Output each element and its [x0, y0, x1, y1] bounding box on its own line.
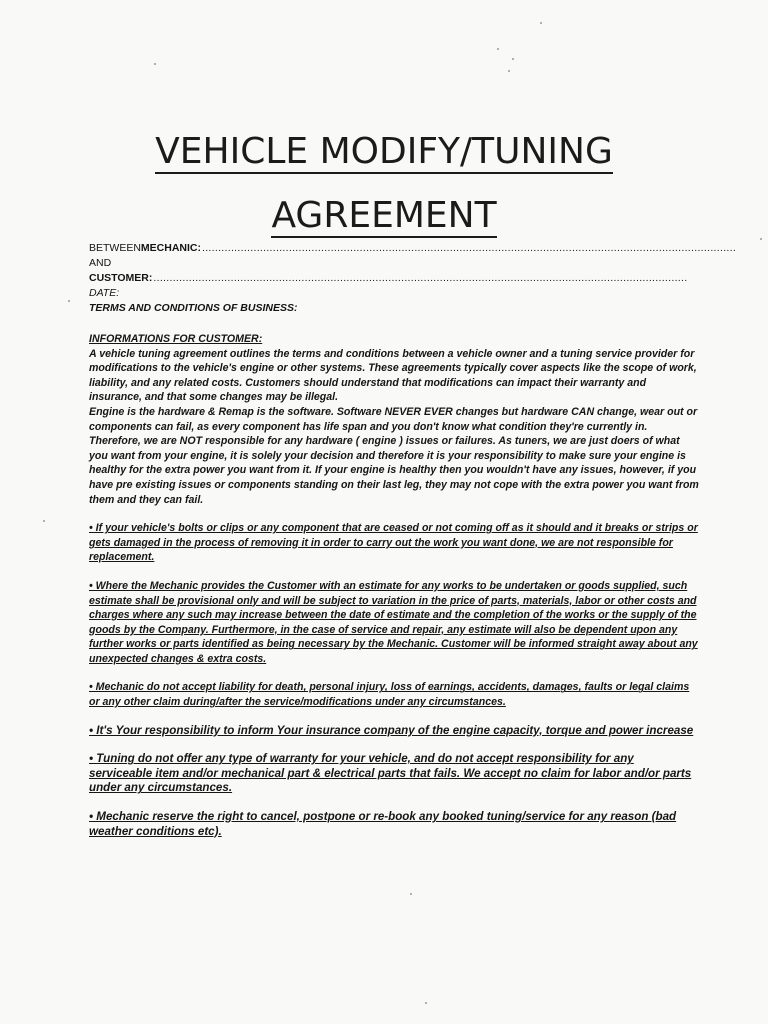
scan-speck: [760, 238, 762, 240]
and-label: AND: [89, 257, 112, 269]
agreement-body: [89, 332, 699, 839]
info-paragraph: A vehicle tuning agreement outlines the terms and conditions between a vehicle owner and a tuning service provider for modifications to the vehicle's engine or other systems. These agreements typically cover aspects like the scope of work, liability, and any related costs. Customers should understand that modifications can impact their warranty and insurance, and that some changes may be illegal.: [89, 347, 697, 404]
agreement-fields: [89, 241, 737, 316]
scan-speck: [43, 520, 45, 522]
scan-speck: [508, 70, 510, 72]
and-row: [89, 256, 629, 271]
scan-speck: [410, 893, 412, 895]
customer-label: CUSTOMER:: [89, 272, 153, 284]
title-text: VEHICLE MODIFY/TUNING: [155, 131, 613, 172]
terms-bullet: • Tuning do not offer any type of warranty for your vehicle, and do not accept responsibility for any serviceable item and/or mechanical part & electrical parts that fails. We accept no claim for labor and/or parts under any circumstances.: [89, 752, 692, 795]
scan-speck: [497, 48, 499, 50]
scan-speck: [540, 22, 542, 24]
date-label: DATE:: [89, 287, 120, 299]
terms-heading: [89, 301, 629, 316]
between-label: BETWEEN: [89, 242, 141, 254]
document-title-line-2: [0, 195, 768, 238]
terms-label: TERMS AND CONDITIONS OF BUSINESS:: [89, 302, 298, 314]
terms-bullet: • Where the Mechanic provides the Customer with an estimate for any works to be undertaken or goods supplied, such estimate shall be provisional only and will be subject to variation in the price of parts, materials, labor or other costs and charges where any such may increase between the date of estimate and the completion of the works or the supply of the goods by the Company. Furthermore, in the case of service and repair, any estimate will also be dependent upon any further works or parts identified as being necessary by the Mechanic. Customer will be informed straight away about any unexpected changes & extra costs.: [89, 579, 698, 665]
date-field: [89, 286, 629, 301]
terms-bullet: • Mechanic reserve the right to cancel, postpone or re-book any booked tuning/service for any reason (bad weather conditions etc).: [89, 810, 677, 838]
scan-speck: [154, 63, 156, 65]
mechanic-field: [89, 241, 737, 256]
scan-speck: [512, 58, 514, 60]
mechanic-dot-leader: ......................................................................................................................................................................: [202, 242, 737, 254]
title-text: AGREEMENT: [271, 195, 497, 236]
terms-bullet: • If your vehicle's bolts or clips or any component that are ceased or not coming off as it should and it breaks or strips or gets damaged in the process of removing it in order to carry out the work you want done, we are not responsible for replacement.: [89, 522, 698, 564]
scan-speck: [68, 300, 70, 302]
customer-field: [89, 271, 688, 286]
terms-bullet: • It's Your responsibility to inform Your insurance company of the engine capacity, torque and power increase: [89, 723, 694, 737]
document-title-line-1: [0, 131, 768, 174]
customer-dot-leader: ......................................................................................................................................................................: [153, 272, 688, 284]
info-heading: INFORMATIONS FOR CUSTOMER:: [89, 333, 263, 345]
info-paragraph: Engine is the hardware & Remap is the software. Software NEVER EVER changes but hardware CAN change, wear out or components can fail, as every component has life span and you don't know what condition they're currently in. Therefore, we are NOT responsible for any hardware ( engine ) issues or failures. As tuners, we are just doers of what you want from your engine, it is solely your decision and therefore it is your responsibility to make sure your engine is healthy for the extra power you want from it. If your engine is healthy then you wouldn't have any issues, however, if you have pre existing issues or components standing on their last leg, they may not cope with the extra power you want from them and they can fail.: [89, 405, 699, 506]
mechanic-label: MECHANIC:: [140, 242, 201, 254]
terms-bullet: • Mechanic do not accept liability for death, personal injury, loss of earnings, accidents, damages, faults or legal claims or any other claim during/after the service/modifications under any circumstances.: [89, 681, 690, 709]
scan-speck: [425, 1002, 427, 1004]
